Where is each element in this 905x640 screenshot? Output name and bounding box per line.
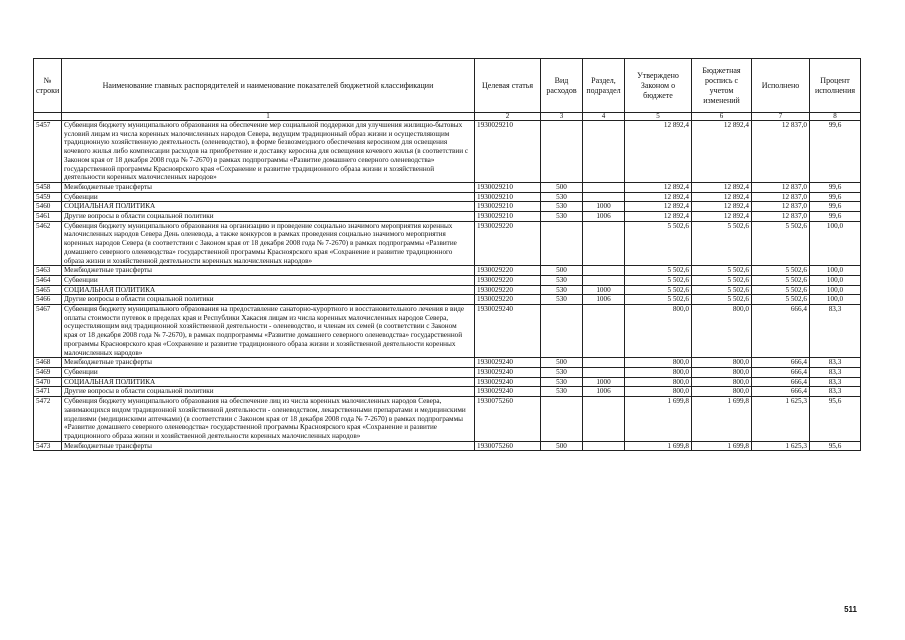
row-percent: 100,0 <box>810 266 861 276</box>
row-percent: 99,6 <box>810 192 861 202</box>
row-expense-type <box>541 121 583 183</box>
row-name: Субвенция бюджету муниципального образования на обеспечение мер социальной поддержки для улучшения жилищно-бытовых условий лицам из числа коренных малочисленных народов Севера, ведущим традиционный образ жизни и осуществляющим традиционную хозяйственную деятельность (оленеводство), в форме безвозмездного обеспечения керосином для освещения кочевого жилья либо компенсации расходов на приобретение и доставку керосина для освещения кочевого жилья (в соответствии с Законом края от 18 декабря 2008 года № 7-2670) в рамках подпрограммы «Развитие домашнего северного оленеводства» государственной программы Красноярского края «Сохранение и развитие традиционного образа жизни и хозяйственной деятельности коренных малочисленных народов» <box>62 121 475 183</box>
budget-table <box>33 58 861 451</box>
header-executed: Исполнено <box>752 59 810 113</box>
column-number-cell: 6 <box>692 113 752 121</box>
column-number-cell <box>34 113 62 121</box>
row-expense-type: 500 <box>541 441 583 451</box>
row-executed: 12 837,0 <box>752 192 810 202</box>
header-percent: Процент исполнения <box>810 59 861 113</box>
table-row <box>34 285 861 295</box>
column-number-cell: 3 <box>541 113 583 121</box>
table-row <box>34 182 861 192</box>
row-number: 5472 <box>34 397 62 442</box>
row-number: 5473 <box>34 441 62 451</box>
row-expense-type: 530 <box>541 377 583 387</box>
row-number: 5467 <box>34 305 62 358</box>
row-executed: 12 837,0 <box>752 212 810 222</box>
row-expense-type: 530 <box>541 367 583 377</box>
table-row <box>34 212 861 222</box>
header-row-no: № строки <box>34 59 62 113</box>
table-row <box>34 387 861 397</box>
row-percent: 95,6 <box>810 441 861 451</box>
row-number: 5466 <box>34 295 62 305</box>
row-expense-type: 530 <box>541 212 583 222</box>
row-section <box>583 441 625 451</box>
row-section: 1000 <box>583 285 625 295</box>
column-number-cell: 4 <box>583 113 625 121</box>
row-executed: 1 625,3 <box>752 397 810 442</box>
row-percent: 100,0 <box>810 285 861 295</box>
row-percent: 99,6 <box>810 121 861 183</box>
row-percent: 99,6 <box>810 182 861 192</box>
row-percent: 100,0 <box>810 275 861 285</box>
row-section <box>583 221 625 266</box>
row-approved: 1 699,8 <box>625 397 692 442</box>
row-approved: 800,0 <box>625 377 692 387</box>
row-name: Субвенции <box>62 192 475 202</box>
row-schedule: 1 699,8 <box>692 441 752 451</box>
row-number: 5459 <box>34 192 62 202</box>
row-target: 1930029240 <box>475 367 541 377</box>
row-approved: 12 892,4 <box>625 121 692 183</box>
row-target: 1930029220 <box>475 295 541 305</box>
table-row <box>34 367 861 377</box>
row-approved: 12 892,4 <box>625 182 692 192</box>
row-number: 5458 <box>34 182 62 192</box>
row-executed: 12 837,0 <box>752 202 810 212</box>
row-number: 5462 <box>34 221 62 266</box>
row-target: 1930029240 <box>475 387 541 397</box>
table-body <box>34 113 861 451</box>
row-section <box>583 358 625 368</box>
row-executed: 666,4 <box>752 367 810 377</box>
row-expense-type: 500 <box>541 358 583 368</box>
row-schedule: 800,0 <box>692 387 752 397</box>
row-approved: 12 892,4 <box>625 192 692 202</box>
row-section <box>583 275 625 285</box>
row-target: 1930029210 <box>475 192 541 202</box>
row-schedule: 12 892,4 <box>692 182 752 192</box>
table-row <box>34 266 861 276</box>
row-approved: 800,0 <box>625 358 692 368</box>
row-section <box>583 397 625 442</box>
page-number: 511 <box>844 605 857 614</box>
row-approved: 5 502,6 <box>625 295 692 305</box>
header-expense-type: Вид расходов <box>541 59 583 113</box>
row-percent: 83,3 <box>810 387 861 397</box>
row-approved: 800,0 <box>625 305 692 358</box>
header-approved: Утверждено Законом о бюджете <box>625 59 692 113</box>
row-number: 5464 <box>34 275 62 285</box>
row-section: 1006 <box>583 295 625 305</box>
row-target: 1930029220 <box>475 221 541 266</box>
row-percent: 100,0 <box>810 295 861 305</box>
row-section <box>583 182 625 192</box>
row-executed: 5 502,6 <box>752 285 810 295</box>
row-expense-type <box>541 305 583 358</box>
row-name: Другие вопросы в области социальной политики <box>62 387 475 397</box>
row-section: 1000 <box>583 377 625 387</box>
row-target: 1930029210 <box>475 182 541 192</box>
row-approved: 12 892,4 <box>625 212 692 222</box>
row-expense-type: 500 <box>541 266 583 276</box>
row-percent: 83,3 <box>810 358 861 368</box>
row-name: СОЦИАЛЬНАЯ ПОЛИТИКА <box>62 377 475 387</box>
row-section: 1000 <box>583 202 625 212</box>
row-executed: 666,4 <box>752 305 810 358</box>
row-name: Субвенции <box>62 367 475 377</box>
row-expense-type: 530 <box>541 387 583 397</box>
row-name: Субвенция бюджету муниципального образования на организацию и проведение социально значимого мероприятия коренных малочисленных народов Севера День оленевода, а также конкурсов в рамках проведения социально значимого мероприятия коренных народов Севера (в соответствии с Законом края от 18 декабря 2008 года № 7-2670) в рамках подпрограммы «Развитие домашнего северного оленеводства» государственной программы Красноярского края «Сохранение и развитие традиционного образа жизни и хозяйственной деятельности коренных малочисленных народов» <box>62 221 475 266</box>
row-target: 1930029240 <box>475 305 541 358</box>
row-approved: 5 502,6 <box>625 221 692 266</box>
row-section <box>583 305 625 358</box>
table-row <box>34 202 861 212</box>
row-section: 1006 <box>583 212 625 222</box>
row-percent: 83,3 <box>810 367 861 377</box>
row-schedule: 1 699,8 <box>692 397 752 442</box>
header-row <box>34 59 861 113</box>
row-executed: 1 625,3 <box>752 441 810 451</box>
row-target: 1930029240 <box>475 377 541 387</box>
row-approved: 5 502,6 <box>625 285 692 295</box>
row-approved: 5 502,6 <box>625 266 692 276</box>
row-schedule: 800,0 <box>692 305 752 358</box>
column-number-cell: 5 <box>625 113 692 121</box>
row-name: Межбюджетные трансферты <box>62 441 475 451</box>
row-name: Субвенции <box>62 275 475 285</box>
row-number: 5461 <box>34 212 62 222</box>
row-name: Субвенция бюджету муниципального образования на обеспечение лиц из числа коренных малочисленных народов Севера, занимающихся видом традиционной хозяйственной деятельности - оленеводством, лекарственными препаратами и медицинскими изделиями (медицинскими аптечками) (в соответствии с Законом края от 18 декабря 2008 года № 7-2670) в рамках подпрограммы «Развитие домашнего северного оленеводства» государственной программы Красноярского края «Сохранение и развитие традиционного образа жизни и хозяйственной деятельности коренных малочисленных народов» <box>62 397 475 442</box>
row-schedule: 800,0 <box>692 358 752 368</box>
row-expense-type <box>541 221 583 266</box>
row-expense-type: 530 <box>541 275 583 285</box>
row-number: 5468 <box>34 358 62 368</box>
row-expense-type: 500 <box>541 182 583 192</box>
row-number: 5471 <box>34 387 62 397</box>
row-executed: 12 837,0 <box>752 182 810 192</box>
row-schedule: 800,0 <box>692 367 752 377</box>
table-row <box>34 441 861 451</box>
row-target: 1930075260 <box>475 397 541 442</box>
table-row <box>34 295 861 305</box>
row-expense-type: 530 <box>541 202 583 212</box>
column-number-cell: 7 <box>752 113 810 121</box>
row-number: 5457 <box>34 121 62 183</box>
header-section: Раздел, подраздел <box>583 59 625 113</box>
row-target: 1930029210 <box>475 212 541 222</box>
row-schedule: 12 892,4 <box>692 212 752 222</box>
row-target: 1930029220 <box>475 285 541 295</box>
row-target: 1930029210 <box>475 121 541 183</box>
column-number-cell: 8 <box>810 113 861 121</box>
row-target: 1930029220 <box>475 266 541 276</box>
row-approved: 5 502,6 <box>625 275 692 285</box>
row-number: 5465 <box>34 285 62 295</box>
row-percent: 100,0 <box>810 221 861 266</box>
table-row <box>34 275 861 285</box>
row-target: 1930075260 <box>475 441 541 451</box>
row-name: СОЦИАЛЬНАЯ ПОЛИТИКА <box>62 285 475 295</box>
row-approved: 800,0 <box>625 387 692 397</box>
row-name: Межбюджетные трансферты <box>62 266 475 276</box>
row-section: 1006 <box>583 387 625 397</box>
table-row <box>34 358 861 368</box>
row-section <box>583 121 625 183</box>
row-percent: 99,6 <box>810 202 861 212</box>
row-target: 1930029210 <box>475 202 541 212</box>
row-name: СОЦИАЛЬНАЯ ПОЛИТИКА <box>62 202 475 212</box>
row-percent: 99,6 <box>810 212 861 222</box>
row-executed: 666,4 <box>752 377 810 387</box>
row-schedule: 800,0 <box>692 377 752 387</box>
row-percent: 83,3 <box>810 377 861 387</box>
column-number-cell: 2 <box>475 113 541 121</box>
row-section <box>583 367 625 377</box>
row-executed: 666,4 <box>752 358 810 368</box>
header-budget-schedule: Бюджетная роспись с учетом изменений <box>692 59 752 113</box>
row-expense-type: 530 <box>541 295 583 305</box>
row-section <box>583 192 625 202</box>
row-name: Субвенция бюджету муниципального образования на предоставление санаторно-курортного и восстановительного лечения в виде оплаты стоимости путевок в пределах края и Республики Хакасия лицам из числа коренных малочисленных народов Севера, осуществляющим вид традиционной хозяйственной деятельности - оленеводство, и членам их семей (в соответствии с Законом края от 18 декабря 2008 года № 7-2670), в рамках подпрограммы «Развитие домашнего северного оленеводства» государственной программы Красноярского края «Сохранение и развитие традиционного образа жизни и хозяйственной деятельности коренных малочисленных народов» <box>62 305 475 358</box>
header-name: Наименование главных распорядителей и наименование показателей бюджетной классификации <box>62 59 475 113</box>
table-row <box>34 377 861 387</box>
table-row <box>34 221 861 266</box>
row-target: 1930029240 <box>475 358 541 368</box>
row-number: 5470 <box>34 377 62 387</box>
row-executed: 5 502,6 <box>752 295 810 305</box>
row-expense-type: 530 <box>541 285 583 295</box>
row-name: Другие вопросы в области социальной политики <box>62 212 475 222</box>
row-schedule: 12 892,4 <box>692 192 752 202</box>
row-approved: 12 892,4 <box>625 202 692 212</box>
row-schedule: 5 502,6 <box>692 266 752 276</box>
row-section <box>583 266 625 276</box>
row-expense-type <box>541 397 583 442</box>
row-executed: 5 502,6 <box>752 266 810 276</box>
row-number: 5469 <box>34 367 62 377</box>
row-schedule: 5 502,6 <box>692 295 752 305</box>
row-number: 5460 <box>34 202 62 212</box>
row-name: Межбюджетные трансферты <box>62 358 475 368</box>
column-number-cell: 1 <box>62 113 475 121</box>
row-approved: 1 699,8 <box>625 441 692 451</box>
row-schedule: 12 892,4 <box>692 202 752 212</box>
row-name: Другие вопросы в области социальной политики <box>62 295 475 305</box>
table-row <box>34 121 861 183</box>
row-target: 1930029220 <box>475 275 541 285</box>
row-expense-type: 530 <box>541 192 583 202</box>
row-approved: 800,0 <box>625 367 692 377</box>
row-schedule: 12 892,4 <box>692 121 752 183</box>
row-executed: 666,4 <box>752 387 810 397</box>
table-row <box>34 397 861 442</box>
table-row <box>34 192 861 202</box>
row-schedule: 5 502,6 <box>692 285 752 295</box>
row-schedule: 5 502,6 <box>692 221 752 266</box>
table-row <box>34 305 861 358</box>
row-executed: 5 502,6 <box>752 275 810 285</box>
row-schedule: 5 502,6 <box>692 275 752 285</box>
row-name: Межбюджетные трансферты <box>62 182 475 192</box>
row-percent: 95,6 <box>810 397 861 442</box>
row-executed: 5 502,6 <box>752 221 810 266</box>
row-executed: 12 837,0 <box>752 121 810 183</box>
row-number: 5463 <box>34 266 62 276</box>
row-percent: 83,3 <box>810 305 861 358</box>
column-number-row <box>34 113 861 121</box>
header-target: Целевая статья <box>475 59 541 113</box>
